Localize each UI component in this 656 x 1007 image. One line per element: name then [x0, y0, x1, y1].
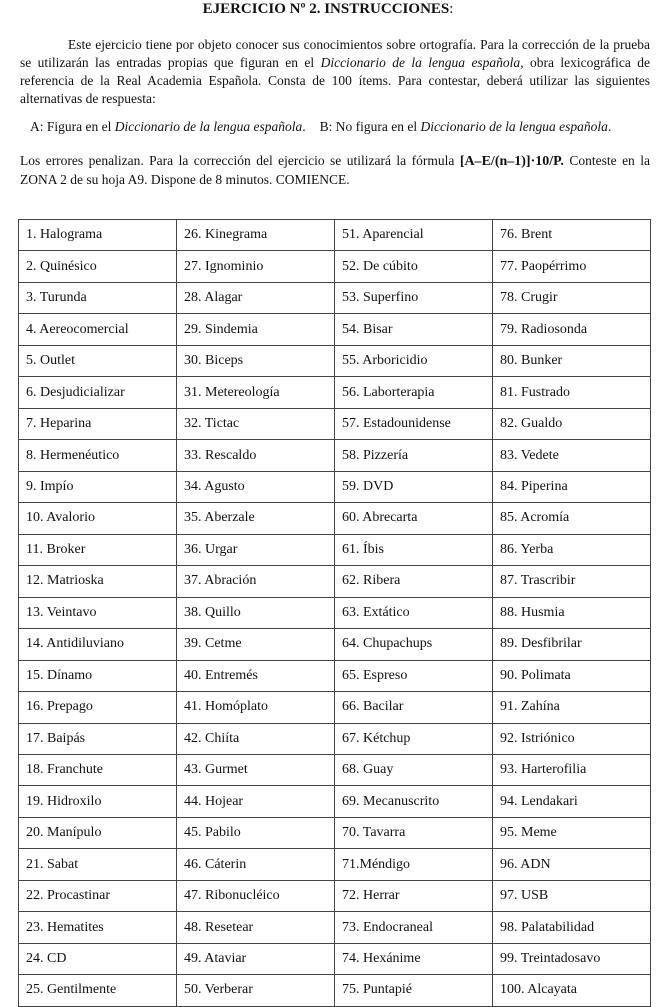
item-cell: 15. Dínamo: [19, 660, 177, 691]
item-cell: 95. Meme: [493, 817, 651, 848]
item-cell: 91. Zahína: [493, 692, 651, 723]
alternative-a-suffix: .: [302, 119, 306, 134]
table-row: [19, 817, 651, 848]
alternative-a-prefix: A: Figura en el: [30, 119, 115, 134]
page-title: [0, 0, 656, 18]
item-cell: 78. Crugir: [493, 282, 651, 313]
title-text: EJERCICIO Nº 2. INSTRUCCIONES: [202, 1, 450, 17]
item-cell: 65. Espreso: [335, 660, 493, 691]
table-row: [19, 912, 651, 943]
item-cell: 64. Chupachups: [335, 629, 493, 660]
item-cell: 59. DVD: [335, 471, 493, 502]
item-cell: 93. Harterofilia: [493, 754, 651, 785]
item-cell: 72. Herrar: [335, 880, 493, 911]
item-cell: 55. Arboricidio: [335, 345, 493, 376]
item-cell: 5. Outlet: [19, 345, 177, 376]
item-cell: 66. Bacilar: [335, 692, 493, 723]
table-row: [19, 880, 651, 911]
item-cell: 89. Desfibrilar: [493, 629, 651, 660]
item-cell: 7. Heparina: [19, 408, 177, 439]
item-cell: 67. Kétchup: [335, 723, 493, 754]
table-row: [19, 440, 651, 471]
item-cell: 45. Pabilo: [177, 817, 335, 848]
item-cell: 33. Rescaldo: [177, 440, 335, 471]
item-cell: 10. Avalorio: [19, 503, 177, 534]
item-cell: 21. Sabat: [19, 849, 177, 880]
table-row: [19, 723, 651, 754]
item-cell: 73. Endocraneal: [335, 912, 493, 943]
item-cell: 84. Piperina: [493, 471, 651, 502]
item-cell: 58. Pizzería: [335, 440, 493, 471]
errors-text-2: Conteste en la ZONA 2 de su hoja A9. Dispone de 8 minutos. COMIENCE.: [20, 153, 650, 187]
item-cell: 74. Hexánime: [335, 943, 493, 974]
item-cell: 52. De cúbito: [335, 251, 493, 282]
item-cell: 94. Lendakari: [493, 786, 651, 817]
item-cell: 83. Vedete: [493, 440, 651, 471]
item-cell: 86. Yerba: [493, 534, 651, 565]
item-cell: 50. Verberar: [177, 975, 335, 1006]
item-cell: 11. Broker: [19, 534, 177, 565]
item-cell: 77. Paopérrimo: [493, 251, 651, 282]
item-cell: 17. Baipás: [19, 723, 177, 754]
item-cell: 51. Aparencial: [335, 220, 493, 251]
item-cell: 54. Bisar: [335, 314, 493, 345]
item-cell: 20. Manípulo: [19, 817, 177, 848]
intro-text-2: , obra lexicográfica de referencia de la Real Academia Española. Consta de 100 ítems. Para contestar, deberá utilizar las siguientes alternativas de respuesta:: [20, 55, 650, 106]
table-row: [19, 282, 651, 313]
table-row: [19, 408, 651, 439]
item-cell: 32. Tictac: [177, 408, 335, 439]
item-cell: 9. Impío: [19, 471, 177, 502]
item-cell: 40. Entremés: [177, 660, 335, 691]
alternative-b-dictionary: Diccionario de la lengua española: [420, 119, 608, 134]
item-cell: 27. Ignominio: [177, 251, 335, 282]
item-cell: 96. ADN: [493, 849, 651, 880]
item-cell: 38. Quillo: [177, 597, 335, 628]
item-cell: 88. Husmia: [493, 597, 651, 628]
items-table-body: [19, 220, 651, 1007]
item-cell: 47. Ribonucléico: [177, 880, 335, 911]
item-cell: 25. Gentilmente: [19, 975, 177, 1006]
table-row: [19, 251, 651, 282]
intro-text-1: Este ejercicio tiene por objeto conocer sus conocimientos sobre ortografía. Para la corrección de la prueba se utilizarán las entradas propias que figuran en el: [20, 37, 650, 70]
alternative-a: [30, 119, 306, 134]
item-cell: 41. Homóplato: [177, 692, 335, 723]
item-cell: 90. Polimata: [493, 660, 651, 691]
item-cell: 29. Sindemia: [177, 314, 335, 345]
title-colon: :: [449, 1, 454, 17]
item-cell: 46. Cáterin: [177, 849, 335, 880]
table-row: [19, 975, 651, 1006]
item-cell: 57. Estadounidense: [335, 408, 493, 439]
table-row: [19, 566, 651, 597]
item-cell: 24. CD: [19, 943, 177, 974]
item-cell: 31. Metereología: [177, 377, 335, 408]
item-cell: 4. Aereocomercial: [19, 314, 177, 345]
item-cell: 68. Guay: [335, 754, 493, 785]
item-cell: 98. Palatabilidad: [493, 912, 651, 943]
item-cell: 26. Kinegrama: [177, 220, 335, 251]
item-cell: 19. Hidroxilo: [19, 786, 177, 817]
item-cell: 35. Aberzale: [177, 503, 335, 534]
alternative-a-dictionary: Diccionario de la lengua española: [114, 119, 303, 134]
table-row: [19, 754, 651, 785]
item-cell: 6. Desjudicializar: [19, 377, 177, 408]
item-cell: 23. Hematites: [19, 912, 177, 943]
item-cell: 71.Méndigo: [335, 849, 493, 880]
item-cell: 79. Radiosonda: [493, 314, 651, 345]
table-row: [19, 220, 651, 251]
alternative-b: [320, 119, 612, 134]
item-cell: 69. Mecanuscrito: [335, 786, 493, 817]
item-cell: 13. Veintavo: [19, 597, 177, 628]
table-row: [19, 597, 651, 628]
item-cell: 2. Quinésico: [19, 251, 177, 282]
table-row: [19, 943, 651, 974]
item-cell: 76. Brent: [493, 220, 651, 251]
item-cell: 14. Antidiluviano: [19, 629, 177, 660]
items-table: [18, 219, 651, 1007]
item-cell: 61. Íbis: [335, 534, 493, 565]
item-cell: 63. Extático: [335, 597, 493, 628]
item-cell: 80. Bunker: [493, 345, 651, 376]
item-cell: 62. Ribera: [335, 566, 493, 597]
table-row: [19, 471, 651, 502]
alternative-b-suffix: .: [607, 119, 612, 134]
alternative-b-prefix: B: No figura en el: [319, 119, 421, 134]
item-cell: 56. Laborterapia: [335, 377, 493, 408]
item-cell: 8. Hermenéutico: [19, 440, 177, 471]
item-cell: 18. Franchute: [19, 754, 177, 785]
table-row: [19, 314, 651, 345]
item-cell: 39. Cetme: [177, 629, 335, 660]
table-row: [19, 503, 651, 534]
item-cell: 37. Abración: [177, 566, 335, 597]
item-cell: 43. Gurmet: [177, 754, 335, 785]
item-cell: 3. Turunda: [19, 282, 177, 313]
item-cell: 85. Acromía: [493, 503, 651, 534]
item-cell: 12. Matrioska: [19, 566, 177, 597]
item-cell: 100. Alcayata: [493, 975, 651, 1006]
item-cell: 22. Procastinar: [19, 880, 177, 911]
item-cell: 28. Alagar: [177, 282, 335, 313]
intro-dictionary-title: Diccionario de la lengua española: [320, 55, 521, 70]
item-cell: 81. Fustrado: [493, 377, 651, 408]
item-cell: 53. Superfino: [335, 282, 493, 313]
intro-paragraph: [20, 36, 650, 108]
errors-text-1: Los errores penalizan. Para la corrección del ejercicio se utilizará la fórmula: [20, 153, 460, 168]
table-row: [19, 786, 651, 817]
table-row: [19, 849, 651, 880]
table-row: [19, 345, 651, 376]
item-cell: 36. Urgar: [177, 534, 335, 565]
answer-alternatives: [30, 118, 650, 136]
table-row: [19, 377, 651, 408]
item-cell: 44. Hojear: [177, 786, 335, 817]
item-cell: 42. Chiíta: [177, 723, 335, 754]
item-cell: 34. Agusto: [177, 471, 335, 502]
item-cell: 99. Treintadosavo: [493, 943, 651, 974]
item-cell: 97. USB: [493, 880, 651, 911]
item-cell: 1. Halograma: [19, 220, 177, 251]
table-row: [19, 629, 651, 660]
item-cell: 82. Gualdo: [493, 408, 651, 439]
errors-paragraph: [20, 152, 650, 189]
table-row: [19, 534, 651, 565]
item-cell: 92. Istriónico: [493, 723, 651, 754]
item-cell: 87. Trascribir: [493, 566, 651, 597]
table-row: [19, 692, 651, 723]
item-cell: 16. Prepago: [19, 692, 177, 723]
item-cell: 49. Ataviar: [177, 943, 335, 974]
item-cell: 60. Abrecarta: [335, 503, 493, 534]
item-cell: 75. Puntapié: [335, 975, 493, 1006]
scoring-formula: [A–E/(n–1)]·10/P.: [459, 154, 564, 169]
item-cell: 30. Biceps: [177, 345, 335, 376]
item-cell: 48. Resetear: [177, 912, 335, 943]
table-row: [19, 660, 651, 691]
item-cell: 70. Tavarra: [335, 817, 493, 848]
